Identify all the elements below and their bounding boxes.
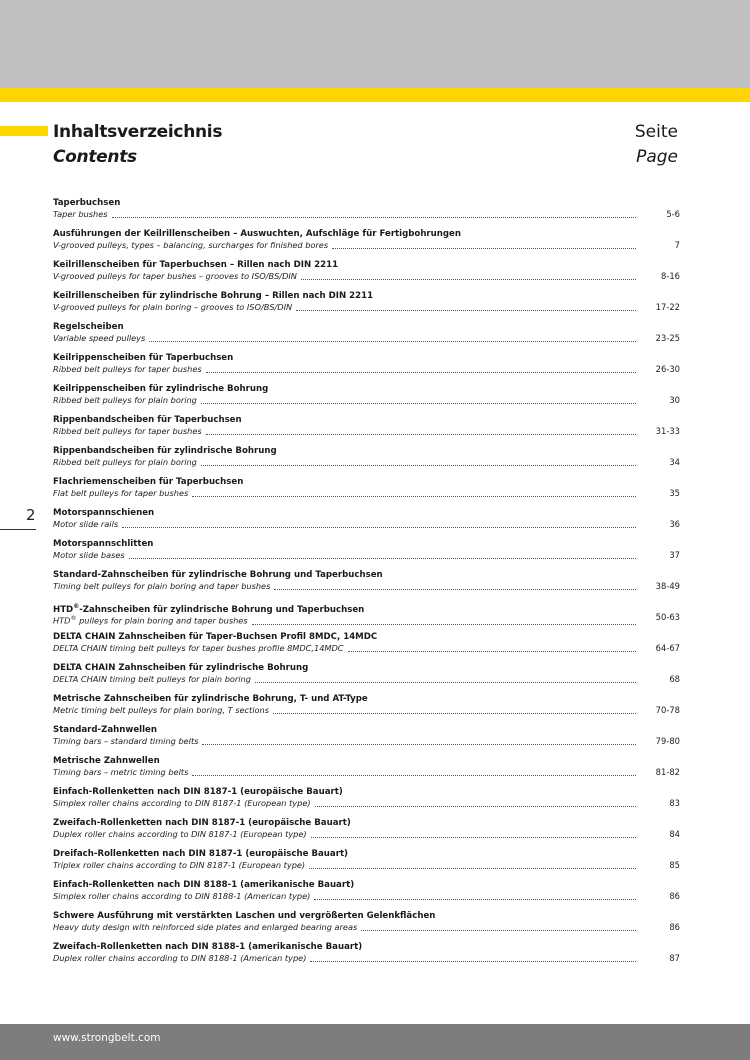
leader-dots: [361, 929, 636, 931]
leader-dots: [202, 743, 636, 745]
toc-entry-page: 81-82: [655, 767, 680, 777]
leader-dots: [201, 464, 636, 466]
toc-entry-title-de: Schwere Ausführung mit verstärkten Laschen und vergrößerten Gelenkflächen: [53, 911, 436, 921]
toc-entry[interactable]: [53, 415, 680, 446]
toc-entry-page: 26-30: [655, 364, 680, 374]
toc-entry[interactable]: [53, 601, 680, 632]
toc-entry[interactable]: [53, 508, 680, 539]
toc-entry-title-en: Duplex roller chains according to DIN 8187-1 (European type): [53, 829, 307, 839]
toc-entry[interactable]: [53, 756, 680, 787]
toc-entry-page: 37: [669, 550, 680, 560]
leader-dots: [311, 836, 636, 838]
leader-dots: [273, 712, 636, 714]
toc-entry-title-de: Zweifach-Rollenketten nach DIN 8188-1 (amerikanische Bauart): [53, 942, 363, 952]
header-yellow-stripe: [0, 88, 750, 102]
toc-entry-title-en: Timing bars – standard timing belts: [53, 736, 199, 746]
leader-dots: [310, 960, 636, 962]
toc-entry-title-en: Duplex roller chains according to DIN 8188-1 (American type): [53, 953, 307, 963]
leader-dots: [206, 433, 636, 435]
toc-entry-title-en: Triplex roller chains according to DIN 8187-1 (European type): [53, 860, 306, 870]
toc-entry-title-de: Motorspannschienen: [53, 508, 155, 518]
toc-entry[interactable]: [53, 260, 680, 291]
toc-entry-title-de: Standard-Zahnwellen: [53, 725, 157, 735]
toc-entry-title-de: DELTA CHAIN Zahnscheiben für Taper-Buchsen Profil 8MDC, 14MDC: [53, 632, 378, 642]
toc-entry-title-de: DELTA CHAIN Zahnscheiben für zylindrische Bohrung: [53, 663, 309, 673]
toc-entry-title-en: Ribbed belt pulleys for plain boring: [53, 395, 197, 405]
leader-dots: [192, 774, 636, 776]
leader-dots: [274, 588, 636, 590]
leader-dots: [255, 681, 636, 683]
toc-entry-title-en: Ribbed belt pulleys for plain boring: [53, 457, 197, 467]
toc-entry-page: 17-22: [655, 302, 680, 312]
toc-entry-title-de: Keilrippenscheiben für Taperbuchsen: [53, 353, 234, 363]
toc-entry-title-en: V-grooved pulleys for taper bushes – grooves to ISO/BS/DIN: [53, 271, 297, 281]
toc-entry-title-en: Timing bars – metric timing belts: [53, 767, 189, 777]
toc-entry-page: 86: [669, 891, 680, 901]
leader-dots: [252, 623, 636, 625]
toc-entry[interactable]: [53, 229, 680, 260]
leader-dots: [129, 557, 636, 559]
toc-entry[interactable]: [53, 322, 680, 353]
header-gray-band: [0, 0, 750, 88]
footer-website-link[interactable]: www.strongbelt.com: [53, 1032, 161, 1044]
toc-entry-title-en: Ribbed belt pulleys for taper bushes: [53, 364, 202, 374]
leader-dots: [301, 278, 636, 280]
toc-entry-title-en: HTD® pulleys for plain boring and taper bushes: [53, 615, 248, 626]
toc-entry-title-de: Flachriemenscheiben für Taperbuchsen: [53, 477, 244, 487]
leader-dots: [112, 216, 636, 218]
toc-entry[interactable]: [53, 446, 680, 477]
leader-dots: [309, 867, 636, 869]
toc-entry-title-en: Variable speed pulleys: [53, 333, 146, 343]
toc-entry-title-de: Keilrillenscheiben für Taperbuchsen – Rillen nach DIN 2211: [53, 260, 339, 270]
toc-entry-title-de: Rippenbandscheiben für Taperbuchsen: [53, 415, 242, 425]
toc-entry[interactable]: [53, 818, 680, 849]
toc-entry-page: 79-80: [655, 736, 680, 746]
toc-entry-page: 85: [669, 860, 680, 870]
toc-entry-page: 30: [669, 395, 680, 405]
toc-entry-page: 34: [669, 457, 680, 467]
toc-entry-title-en: DELTA CHAIN timing belt pulleys for plain boring: [53, 674, 251, 684]
toc-entry-title-en: V-grooved pulleys for plain boring – grooves to ISO/BS/DIN: [53, 302, 293, 312]
page-column-label-en: Page: [636, 147, 678, 167]
toc-entry-page: 87: [669, 953, 680, 963]
toc-entry-page: 36: [669, 519, 680, 529]
toc-entry[interactable]: [53, 198, 680, 229]
toc-entry-page: 83: [669, 798, 680, 808]
toc-entry-page: 38-49: [655, 581, 680, 591]
toc-entry-page: 5-6: [666, 209, 680, 219]
leader-dots: [201, 402, 636, 404]
toc-entry-title-en: Flat belt pulleys for taper bushes: [53, 488, 189, 498]
toc-entry-title-de: Ausführungen der Keilrillenscheiben – Auswuchten, Aufschläge für Fertigbohrungen: [53, 229, 462, 239]
toc-entry-title-en: Timing belt pulleys for plain boring and taper bushes: [53, 581, 271, 591]
toc-entry-page: 8-16: [660, 271, 680, 281]
page-number: 2: [26, 506, 36, 524]
page-column-label-de: Seite: [634, 122, 678, 142]
toc-entry-page: 84: [669, 829, 680, 839]
toc-entry-title-de: Regelscheiben: [53, 322, 124, 332]
toc-entry[interactable]: [53, 694, 680, 725]
toc-entry-title-de: Einfach-Rollenketten nach DIN 8188-1 (amerikanische Bauart): [53, 880, 355, 890]
toc-entry[interactable]: [53, 849, 680, 880]
page-title-de: Inhaltsverzeichnis: [53, 122, 223, 142]
toc-entry-page: 31-33: [655, 426, 680, 436]
toc-entry[interactable]: [53, 942, 680, 973]
toc-entry-title-de: Keilrillenscheiben für zylindrische Bohrung – Rillen nach DIN 2211: [53, 291, 374, 301]
toc-entry[interactable]: [53, 353, 680, 384]
toc-entry-title-de: Dreifach-Rollenketten nach DIN 8187-1 (europäische Bauart): [53, 849, 348, 859]
toc-entry[interactable]: [53, 539, 680, 570]
toc-entry-page: 70-78: [655, 705, 680, 715]
leader-dots: [314, 898, 636, 900]
leader-dots: [122, 526, 636, 528]
toc-entry-title-en: Ribbed belt pulleys for taper bushes: [53, 426, 202, 436]
leader-dots: [206, 371, 636, 373]
toc-entry-title-de: Motorspannschlitten: [53, 539, 154, 549]
toc-entry[interactable]: [53, 632, 680, 663]
toc-entry-title-de: Zweifach-Rollenketten nach DIN 8187-1 (europäische Bauart): [53, 818, 351, 828]
leader-dots: [149, 340, 636, 342]
toc-entry[interactable]: [53, 725, 680, 756]
toc-entry[interactable]: [53, 663, 680, 694]
toc-entry-title-en: Taper bushes: [53, 209, 108, 219]
toc-entry[interactable]: [53, 880, 680, 911]
toc-entry-page: 68: [669, 674, 680, 684]
toc-entry-title-en: Metric timing belt pulleys for plain boring, T sections: [53, 705, 270, 715]
registered-mark: ®: [70, 615, 77, 623]
leader-dots: [332, 247, 636, 249]
toc-entry[interactable]: [53, 477, 680, 508]
toc-entry-title-de: Metrische Zahnscheiben für zylindrische Bohrung, T- und AT-Type: [53, 694, 368, 704]
toc-entry-title-de: HTD®-Zahnscheiben für zylindrische Bohrung und Taperbuchsen: [53, 603, 365, 615]
toc-entry[interactable]: [53, 291, 680, 322]
toc-entry-page: 64-67: [655, 643, 680, 653]
toc-entry-title-en: Simplex roller chains according to DIN 8188-1 (American type): [53, 891, 311, 901]
toc-entry-title-de: Einfach-Rollenketten nach DIN 8187-1 (europäische Bauart): [53, 787, 343, 797]
toc-entry[interactable]: [53, 384, 680, 415]
toc-entry-title-en: DELTA CHAIN timing belt pulleys for taper bushes profile 8MDC,14MDC: [53, 643, 344, 653]
toc-entry-title-en: Heavy duty design with reinforced side plates and enlarged bearing areas: [53, 922, 358, 932]
toc-entry[interactable]: [53, 570, 680, 601]
toc-entry[interactable]: [53, 911, 680, 942]
title-accent-bar: [0, 126, 48, 136]
toc-entry-title-en: V-grooved pulleys, types – balancing, surcharges for finished bores: [53, 240, 329, 250]
leader-dots: [296, 309, 636, 311]
page-title-en: Contents: [53, 147, 137, 167]
toc-entry-title-en: Motor slide bases: [53, 550, 125, 560]
page-number-rule: [0, 529, 36, 530]
leader-dots: [192, 495, 636, 497]
toc-entry-page: 86: [669, 922, 680, 932]
toc-entry-title-en: Simplex roller chains according to DIN 8187-1 (European type): [53, 798, 311, 808]
toc-entry-title-de: Standard-Zahnscheiben für zylindrische Bohrung und Taperbuchsen: [53, 570, 383, 580]
toc-entry-page: 7: [674, 240, 680, 250]
toc-entry-title-de: Taperbuchsen: [53, 198, 121, 208]
toc-entry-page: 50-63: [655, 612, 680, 622]
toc-entry-title-de: Keilrippenscheiben für zylindrische Bohrung: [53, 384, 269, 394]
toc-entry-title-en: Motor slide rails: [53, 519, 119, 529]
leader-dots: [315, 805, 636, 807]
toc-entry-page: 35: [669, 488, 680, 498]
toc-entry[interactable]: [53, 787, 680, 818]
leader-dots: [348, 650, 637, 652]
toc-entry-title-de: Rippenbandscheiben für zylindrische Bohrung: [53, 446, 277, 456]
registered-mark: ®: [73, 603, 80, 610]
table-of-contents: [53, 198, 680, 973]
toc-entry-page: 23-25: [655, 333, 680, 343]
toc-entry-title-de: Metrische Zahnwellen: [53, 756, 160, 766]
